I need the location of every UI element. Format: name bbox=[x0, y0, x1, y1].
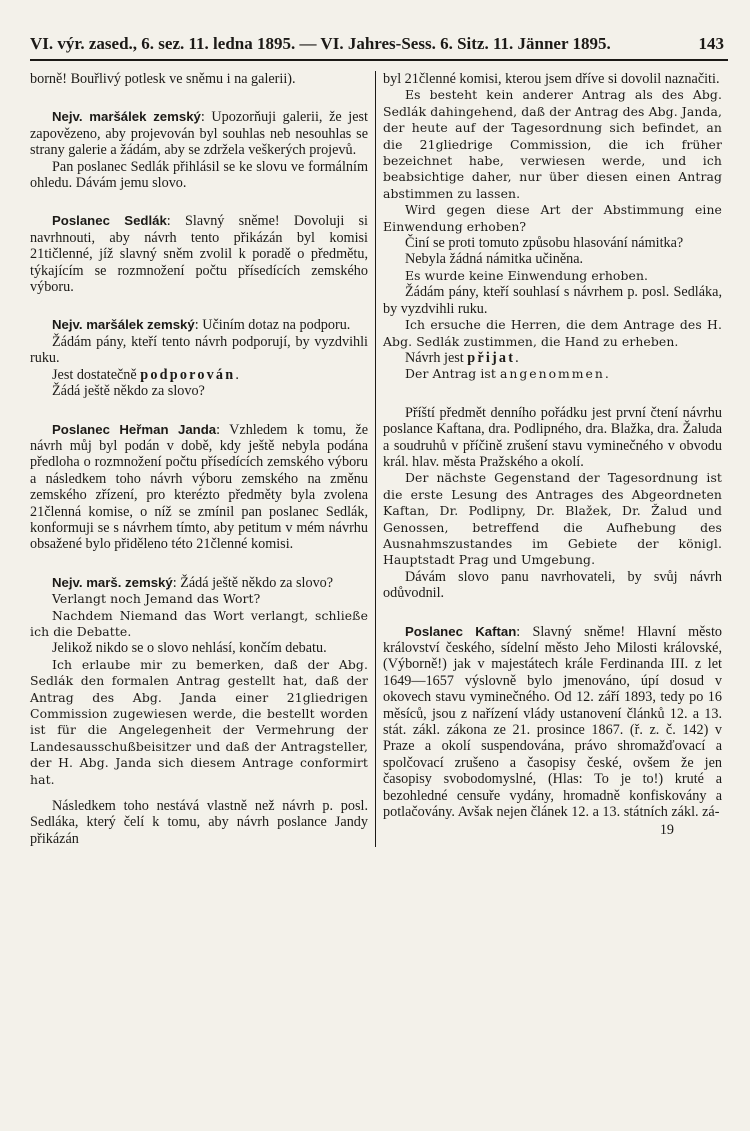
paragraph: Žádám pány, kteří souhlasí s návrhem p. posl. Sedláka, by vyzdvihli ruku. bbox=[383, 284, 722, 317]
speaker-name: Nejv. maršálek zemský bbox=[52, 317, 195, 333]
paragraph: Příští předmět denního pořádku jest první čtení návrhu poslance Kaftana, dra. Podlipného, dra. Blažka, dra. Žaluda a soudruhů v příčině zrušení stavu vyminečného v obvodu král. hlav. města Pražského a okolí. bbox=[383, 404, 722, 470]
spaced-emphasis: přijat bbox=[467, 349, 516, 366]
text: . bbox=[235, 366, 239, 383]
speaker-name: Nejv. maršálek zemský bbox=[52, 109, 201, 125]
paragraph: byl 21členné komisi, kterou jsem dříve si dovolil naznačiti. bbox=[383, 71, 720, 87]
spaced-emphasis: angenommen bbox=[499, 366, 605, 382]
paragraph: Jelikož nikdo se o slovo nehlásí, končím debatu. bbox=[52, 640, 327, 657]
speech-text: : Vzhledem k tomu, že návrh můj byl podán v době, kdy ještě nebyla podána předloha o rozmnožení počtu přísedících zemského výboru a následkem toho návrh výboru zemského na změnu zemského zřízení, pro kterézto předměty byla zvolena 21členná komise, o níž se zmínil pan poslanec Sedlák, konformuji se s návrhem tímto, aby petitum v mém návrhu obsažené bylo přiděleno této 21členné komisi. bbox=[30, 421, 368, 553]
paragraph: Následkem toho nestává vlastně než návrh p. posl. Sedláka, který čelí k tomu, aby návrh poslance Jandy přikázán bbox=[30, 798, 368, 847]
paragraph: Žádám pány, kteří tento návrh podporují, by vyzdvihli ruku. bbox=[30, 333, 368, 367]
text: Jest dostatečně bbox=[52, 366, 137, 383]
paragraph-german: Wird gegen diese Art der Abstimmung eine Einwendung erhoben? bbox=[383, 202, 722, 234]
speech-text: : Slavný sněme! Dovoluji si navrhnouti, aby návrh tento přikázán byl komisi 21tičlenné, jíž slavný sněm zvolil k poradě o předmětu, týkajícím se rozmnožení počtu přísedících zemského výboru. bbox=[30, 213, 369, 296]
paragraph: Dávám slovo panu navrhovateli, by svůj návrh odůvodnil. bbox=[383, 568, 722, 602]
paragraph bbox=[30, 367, 368, 383]
columns bbox=[30, 71, 728, 847]
paragraph-german: Es besteht kein anderer Antrag als des Abg. Sedlák dahingehend, daß der Antrag des Abg. Janda, der heute auf der Tagesordnung sich befindet, an die 21gliedrige Commission, die ich früher bezeichnet habe, verwiesen werde, und ich beabsichtige daher, nur über diesen einen Antrag abstimmen zu lassen. bbox=[383, 87, 722, 201]
paragraph-german: Ich erlaube mir zu bemerken, daß der Abg. Sedlák den formalen Antrag gestellt hat, daß der Antrag des Abg. Janda einer 21gliedrigen Commission zugewiesen werde, die bestellt worden ist für die Angelegenheit der Vermehrung der Landesausschußbeisitzer und daß der Antragsteller, der H. Abg. Janda sich diesem Antrage conformirt hat. bbox=[30, 656, 368, 787]
paragraph bbox=[30, 109, 368, 158]
paragraph-german: Der nächste Gegenstand der Tagesordnung ist die erste Lesung des Antrages des Abgeordneten Kaftan, Dr. Podlipny, Dr. Blažek, Dr. Žalud und Genossen, betreffend die Aufhebung des Ausnahmszustandes im Gebiete der königl. Hauptstadt Prag und Umgebung. bbox=[383, 470, 722, 568]
header-session-info: VI. výr. zased., 6. sez. 11. ledna 1895. — VI. Jahres-Sess. 6. Sitz. 11. Jänner 1895. bbox=[30, 34, 611, 53]
paragraph-german: Verlangt noch Jemand das Wort? bbox=[52, 591, 261, 607]
left-column bbox=[30, 71, 375, 847]
speaker-name: Nejv. marš. zemský bbox=[52, 574, 173, 590]
paragraph-german: Nachdem Niemand das Wort verlangt, schließe ich die Debatte. bbox=[30, 607, 368, 639]
speaker-name: Poslanec Kaftan bbox=[405, 623, 517, 639]
paragraph-german: Ich ersuche die Herren, die dem Antrage des H. Abg. Sedlák zustimmen, die Hand zu erheben. bbox=[383, 317, 722, 349]
text: Der Antrag ist bbox=[405, 366, 496, 382]
text: . bbox=[515, 349, 519, 366]
paragraph bbox=[30, 575, 368, 591]
paragraph: Činí se proti tomuto způsobu hlasování námitka? bbox=[405, 235, 684, 252]
paragraph bbox=[383, 624, 722, 821]
paragraph bbox=[383, 350, 722, 366]
paragraph: borně! Bouřlivý potlesk ve sněmu i na galerii). bbox=[30, 71, 296, 87]
speech-text: : Slavný sněme! Hlavní město království českého, sídelní město Jeho Milosti královské, (Výborně!) jak v majestátech krále Ferdinanda III. z let 1649—1657 výslovně bylo jmenováno, úpí dosud v okovech stavu vyminečného. Od 12. září 1893, tedy po 16 měsíců, jsou z nařízení vlády ustanovení článků 12. a 13. stát. zákl. zákona ze 21. prosince 1867. (ř. z. č. 142) v Praze a okolí suspendována, právo shromažďovací a spolčovací zrušeno a časopisy české, ovšem že jen časopisy svobodomyslné, (Hlas: To je to!) kruté a bezohledné censuře vydány, hromadně konfiskovány a potlačovány. Avšak nejen článek 12. a 13. státních zákl. zá- bbox=[383, 623, 722, 821]
speech-text: : Žádá ještě někdo za slovo? bbox=[172, 574, 334, 591]
paragraph-german bbox=[383, 366, 722, 382]
text: . bbox=[604, 366, 609, 382]
paragraph bbox=[30, 317, 368, 333]
sheet-number: 19 bbox=[659, 822, 674, 839]
right-column bbox=[375, 71, 722, 847]
paragraph: Pan poslanec Sedlák přihlásil se ke slovu ve formálním ohledu. Dávám jemu slovo. bbox=[30, 158, 368, 192]
header-page-number: 143 bbox=[698, 34, 724, 53]
spaced-emphasis: podporován bbox=[140, 366, 236, 383]
paragraph: Nebyla žádná námitka učiněna. bbox=[405, 251, 584, 268]
paragraph bbox=[30, 213, 368, 295]
paragraph-german: Es wurde keine Einwendung erhoben. bbox=[405, 267, 649, 283]
speech-text: : Učiním dotaz na podporu. bbox=[194, 317, 351, 334]
paragraph: Žádá ještě někdo za slovo? bbox=[52, 383, 205, 400]
text: Návrh jest bbox=[405, 349, 464, 366]
speech-text: : Upozorňuji galerii, že jest zapovězeno, aby projevován byl souhlas neb nesouhlas se strany galerie a žádám, aby se zdržela veškerých projevů. bbox=[30, 109, 368, 159]
page-header bbox=[30, 34, 728, 61]
speaker-name: Poslanec Heřman Janda bbox=[52, 421, 217, 437]
paragraph bbox=[30, 422, 368, 553]
speaker-name: Poslanec Sedlák bbox=[52, 213, 167, 229]
